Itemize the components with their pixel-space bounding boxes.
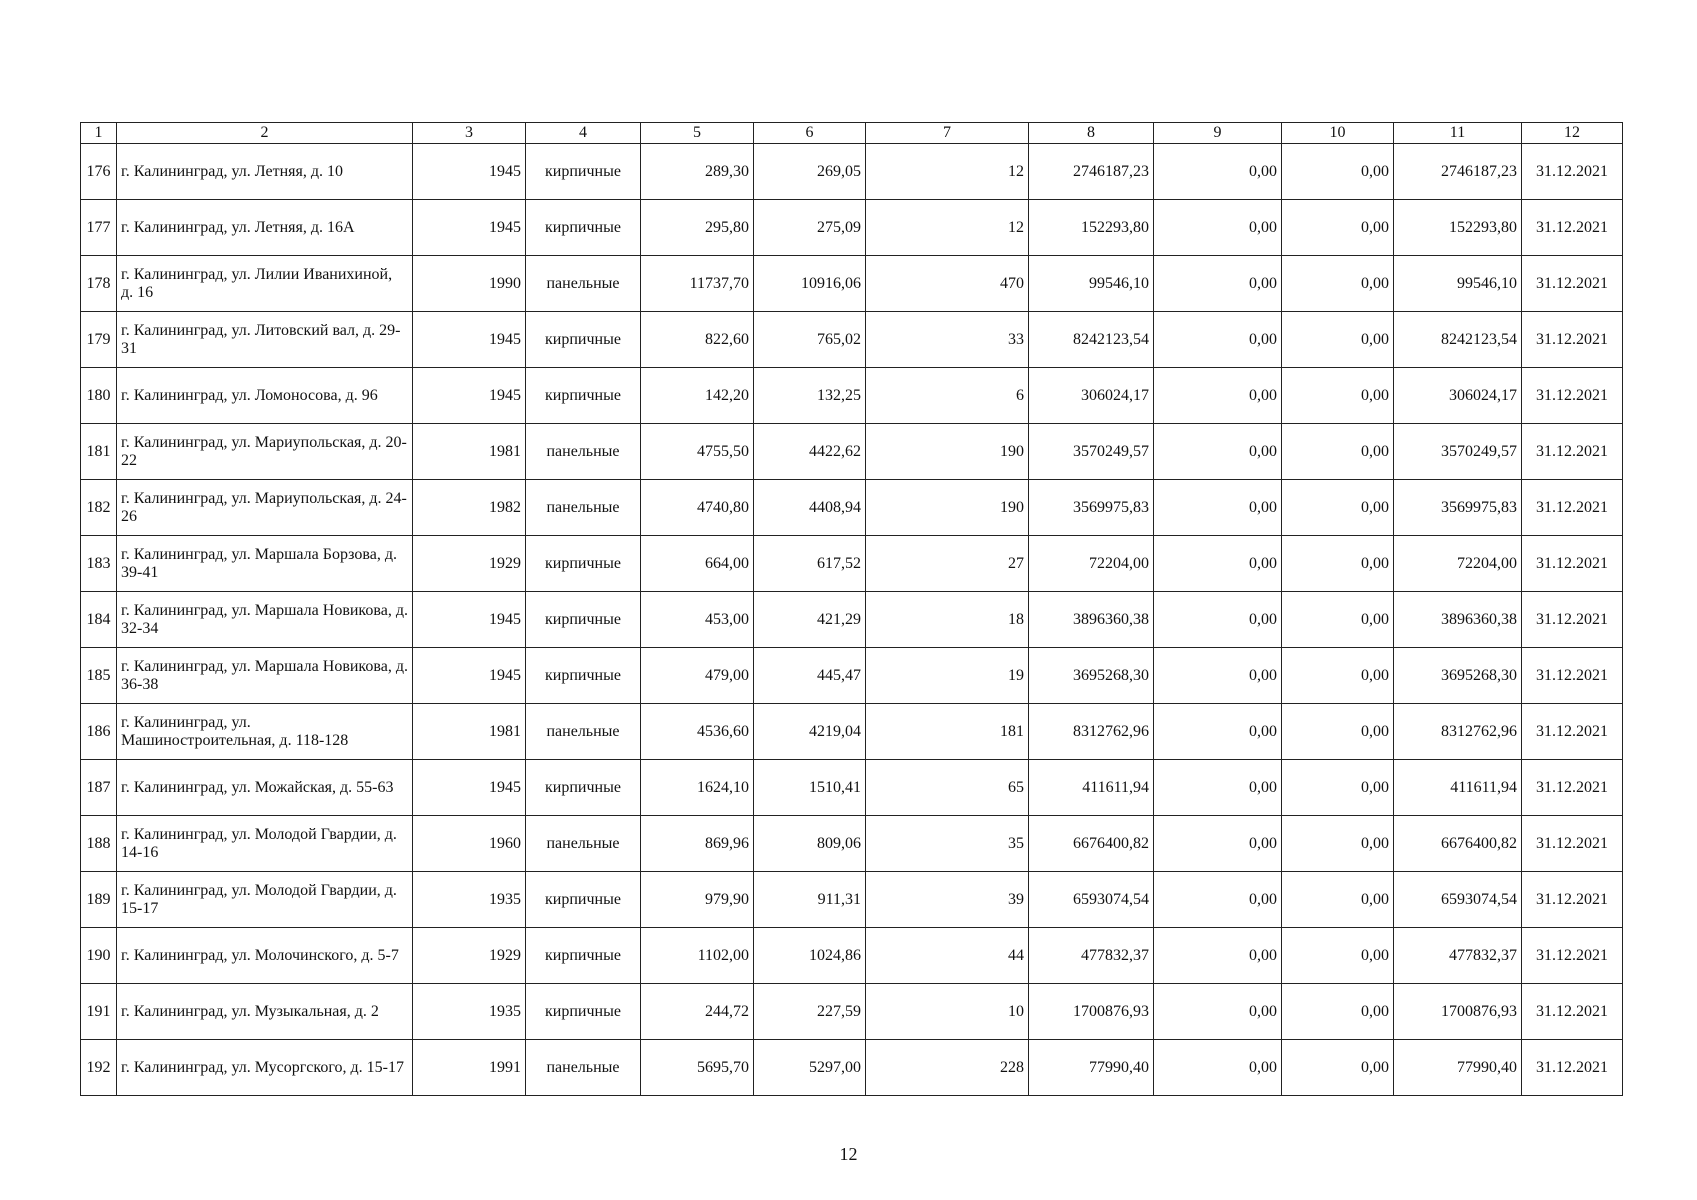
address-cell: г. Калининград, ул. Летняя, д. 10 [117,144,413,200]
deadline-cell: 31.12.2021 [1522,200,1623,256]
year-cell: 1945 [413,592,526,648]
total-area-cell: 1102,00 [641,928,754,984]
cost-cell-9: 0,00 [1154,928,1282,984]
total-area-cell: 295,80 [641,200,754,256]
cost-cell-9: 0,00 [1154,200,1282,256]
cost-cell-11: 3569975,83 [1394,480,1522,536]
deadline-cell: 31.12.2021 [1522,368,1623,424]
cost-cell-11: 152293,80 [1394,200,1522,256]
cost-cell-10: 0,00 [1282,648,1394,704]
total-area-cell: 4536,60 [641,704,754,760]
row-number: 176 [81,144,117,200]
wall-material-cell: панельные [526,480,641,536]
year-cell: 1945 [413,648,526,704]
deadline-cell: 31.12.2021 [1522,312,1623,368]
cost-cell-10: 0,00 [1282,592,1394,648]
column-header: 3 [413,123,526,144]
table-row [81,816,1623,872]
cost-cell-9: 0,00 [1154,424,1282,480]
cost-cell-9: 0,00 [1154,144,1282,200]
deadline-cell: 31.12.2021 [1522,424,1623,480]
total-cost-cell: 3896360,38 [1029,592,1154,648]
year-cell: 1982 [413,480,526,536]
living-area-cell: 445,47 [754,648,866,704]
total-cost-cell: 99546,10 [1029,256,1154,312]
row-number: 183 [81,536,117,592]
total-cost-cell: 3569975,83 [1029,480,1154,536]
address-cell: г. Калининград, ул. Лилии Иванихиной, д. 16 [117,256,413,312]
wall-material-cell: кирпичные [526,200,641,256]
table-row [81,984,1623,1040]
address-cell: г. Калининград, ул. Мариупольская, д. 20-22 [117,424,413,480]
year-cell: 1929 [413,928,526,984]
address-cell: г. Калининград, ул. Маршала Борзова, д. 39-41 [117,536,413,592]
residents-cell: 190 [866,424,1029,480]
residents-cell: 35 [866,816,1029,872]
cost-cell-11: 2746187,23 [1394,144,1522,200]
cost-cell-11: 99546,10 [1394,256,1522,312]
living-area-cell: 421,29 [754,592,866,648]
deadline-cell: 31.12.2021 [1522,760,1623,816]
row-number: 179 [81,312,117,368]
table-row [81,144,1623,200]
row-number: 186 [81,704,117,760]
residents-cell: 19 [866,648,1029,704]
deadline-cell: 31.12.2021 [1522,144,1623,200]
deadline-cell: 31.12.2021 [1522,704,1623,760]
cost-cell-10: 0,00 [1282,1040,1394,1096]
residents-cell: 18 [866,592,1029,648]
living-area-cell: 809,06 [754,816,866,872]
row-number: 192 [81,1040,117,1096]
living-area-cell: 5297,00 [754,1040,866,1096]
deadline-cell: 31.12.2021 [1522,816,1623,872]
cost-cell-9: 0,00 [1154,256,1282,312]
wall-material-cell: панельные [526,704,641,760]
total-area-cell: 453,00 [641,592,754,648]
cost-cell-10: 0,00 [1282,704,1394,760]
cost-cell-11: 411611,94 [1394,760,1522,816]
cost-cell-10: 0,00 [1282,760,1394,816]
total-area-cell: 4740,80 [641,480,754,536]
residents-cell: 6 [866,368,1029,424]
cost-cell-10: 0,00 [1282,368,1394,424]
wall-material-cell: панельные [526,256,641,312]
row-number: 182 [81,480,117,536]
total-area-cell: 142,20 [641,368,754,424]
column-header: 1 [81,123,117,144]
deadline-cell: 31.12.2021 [1522,872,1623,928]
table-row [81,312,1623,368]
cost-cell-11: 8242123,54 [1394,312,1522,368]
table-row [81,760,1623,816]
cost-cell-10: 0,00 [1282,480,1394,536]
cost-cell-9: 0,00 [1154,312,1282,368]
living-area-cell: 617,52 [754,536,866,592]
residents-cell: 12 [866,144,1029,200]
deadline-cell: 31.12.2021 [1522,592,1623,648]
total-cost-cell: 77990,40 [1029,1040,1154,1096]
deadline-cell: 31.12.2021 [1522,984,1623,1040]
living-area-cell: 4408,94 [754,480,866,536]
deadline-cell: 31.12.2021 [1522,928,1623,984]
row-number: 178 [81,256,117,312]
deadline-cell: 31.12.2021 [1522,256,1623,312]
column-header: 11 [1394,123,1522,144]
page-number: 12 [839,1144,858,1164]
wall-material-cell: кирпичные [526,648,641,704]
total-cost-cell: 1700876,93 [1029,984,1154,1040]
table-row [81,424,1623,480]
year-cell: 1935 [413,984,526,1040]
wall-material-cell: кирпичные [526,312,641,368]
year-cell: 1960 [413,816,526,872]
row-number: 191 [81,984,117,1040]
column-header: 8 [1029,123,1154,144]
living-area-cell: 911,31 [754,872,866,928]
total-cost-cell: 2746187,23 [1029,144,1154,200]
row-number: 188 [81,816,117,872]
cost-cell-11: 1700876,93 [1394,984,1522,1040]
residents-cell: 190 [866,480,1029,536]
cost-cell-9: 0,00 [1154,816,1282,872]
total-cost-cell: 8312762,96 [1029,704,1154,760]
total-area-cell: 479,00 [641,648,754,704]
address-cell: г. Калининград, ул. Молодой Гвардии, д. 14-16 [117,816,413,872]
housing-registry-table [80,122,1623,1096]
residents-cell: 39 [866,872,1029,928]
row-number: 180 [81,368,117,424]
wall-material-cell: кирпичные [526,368,641,424]
total-area-cell: 5695,70 [641,1040,754,1096]
residents-cell: 65 [866,760,1029,816]
cost-cell-10: 0,00 [1282,200,1394,256]
address-cell: г. Калининград, ул. Маршала Новикова, д. 32-34 [117,592,413,648]
wall-material-cell: кирпичные [526,536,641,592]
table-row [81,368,1623,424]
wall-material-cell: кирпичные [526,984,641,1040]
table-row [81,536,1623,592]
deadline-cell: 31.12.2021 [1522,480,1623,536]
row-number: 190 [81,928,117,984]
column-header: 4 [526,123,641,144]
residents-cell: 12 [866,200,1029,256]
year-cell: 1981 [413,704,526,760]
residents-cell: 10 [866,984,1029,1040]
row-number: 189 [81,872,117,928]
deadline-cell: 31.12.2021 [1522,648,1623,704]
table-row [81,648,1623,704]
total-area-cell: 1624,10 [641,760,754,816]
cost-cell-11: 3570249,57 [1394,424,1522,480]
year-cell: 1990 [413,256,526,312]
table-row [81,480,1623,536]
wall-material-cell: кирпичные [526,928,641,984]
address-cell: г. Калининград, ул. Маршала Новикова, д. 36-38 [117,648,413,704]
cost-cell-9: 0,00 [1154,480,1282,536]
residents-cell: 181 [866,704,1029,760]
total-area-cell: 869,96 [641,816,754,872]
total-cost-cell: 3570249,57 [1029,424,1154,480]
cost-cell-11: 306024,17 [1394,368,1522,424]
total-cost-cell: 411611,94 [1029,760,1154,816]
column-header: 7 [866,123,1029,144]
deadline-cell: 31.12.2021 [1522,536,1623,592]
living-area-cell: 10916,06 [754,256,866,312]
table-row [81,1040,1623,1096]
address-cell: г. Калининград, ул. Молочинского, д. 5-7 [117,928,413,984]
residents-cell: 33 [866,312,1029,368]
total-area-cell: 4755,50 [641,424,754,480]
address-cell: г. Калининград, ул. Музыкальная, д. 2 [117,984,413,1040]
header-row [81,123,1623,144]
cost-cell-11: 6593074,54 [1394,872,1522,928]
total-cost-cell: 6676400,82 [1029,816,1154,872]
wall-material-cell: панельные [526,1040,641,1096]
cost-cell-9: 0,00 [1154,1040,1282,1096]
cost-cell-9: 0,00 [1154,704,1282,760]
cost-cell-9: 0,00 [1154,368,1282,424]
wall-material-cell: кирпичные [526,144,641,200]
cost-cell-9: 0,00 [1154,872,1282,928]
row-number: 177 [81,200,117,256]
residents-cell: 470 [866,256,1029,312]
total-cost-cell: 477832,37 [1029,928,1154,984]
year-cell: 1991 [413,1040,526,1096]
cost-cell-9: 0,00 [1154,592,1282,648]
year-cell: 1945 [413,368,526,424]
cost-cell-10: 0,00 [1282,536,1394,592]
row-number: 181 [81,424,117,480]
cost-cell-10: 0,00 [1282,984,1394,1040]
wall-material-cell: кирпичные [526,760,641,816]
living-area-cell: 227,59 [754,984,866,1040]
total-cost-cell: 152293,80 [1029,200,1154,256]
cost-cell-9: 0,00 [1154,984,1282,1040]
cost-cell-10: 0,00 [1282,144,1394,200]
total-area-cell: 289,30 [641,144,754,200]
living-area-cell: 269,05 [754,144,866,200]
total-area-cell: 11737,70 [641,256,754,312]
column-header: 12 [1522,123,1623,144]
living-area-cell: 275,09 [754,200,866,256]
row-number: 187 [81,760,117,816]
cost-cell-11: 72204,00 [1394,536,1522,592]
table-row [81,928,1623,984]
residents-cell: 27 [866,536,1029,592]
table-row [81,592,1623,648]
cost-cell-11: 8312762,96 [1394,704,1522,760]
living-area-cell: 1510,41 [754,760,866,816]
column-header: 6 [754,123,866,144]
cost-cell-10: 0,00 [1282,256,1394,312]
table-row [81,872,1623,928]
wall-material-cell: панельные [526,424,641,480]
table-row [81,704,1623,760]
cost-cell-11: 3695268,30 [1394,648,1522,704]
wall-material-cell: кирпичные [526,872,641,928]
column-header: 9 [1154,123,1282,144]
year-cell: 1945 [413,760,526,816]
total-area-cell: 664,00 [641,536,754,592]
living-area-cell: 765,02 [754,312,866,368]
address-cell: г. Калининград, ул. Мусоргского, д. 15-17 [117,1040,413,1096]
column-header: 5 [641,123,754,144]
total-area-cell: 822,60 [641,312,754,368]
living-area-cell: 4422,62 [754,424,866,480]
living-area-cell: 132,25 [754,368,866,424]
cost-cell-11: 477832,37 [1394,928,1522,984]
total-cost-cell: 8242123,54 [1029,312,1154,368]
cost-cell-10: 0,00 [1282,816,1394,872]
wall-material-cell: панельные [526,816,641,872]
cost-cell-9: 0,00 [1154,536,1282,592]
cost-cell-10: 0,00 [1282,424,1394,480]
address-cell: г. Калининград, ул. Литовский вал, д. 29-31 [117,312,413,368]
year-cell: 1981 [413,424,526,480]
year-cell: 1945 [413,144,526,200]
row-number: 184 [81,592,117,648]
cost-cell-10: 0,00 [1282,872,1394,928]
total-cost-cell: 306024,17 [1029,368,1154,424]
cost-cell-10: 0,00 [1282,928,1394,984]
total-area-cell: 244,72 [641,984,754,1040]
cost-cell-11: 77990,40 [1394,1040,1522,1096]
total-area-cell: 979,90 [641,872,754,928]
cost-cell-9: 0,00 [1154,760,1282,816]
year-cell: 1935 [413,872,526,928]
table-row [81,256,1623,312]
column-header: 10 [1282,123,1394,144]
address-cell: г. Калининград, ул. Ломоносова, д. 96 [117,368,413,424]
cost-cell-11: 3896360,38 [1394,592,1522,648]
cost-cell-11: 6676400,82 [1394,816,1522,872]
living-area-cell: 4219,04 [754,704,866,760]
address-cell: г. Калининград, ул. Мариупольская, д. 24-26 [117,480,413,536]
total-cost-cell: 3695268,30 [1029,648,1154,704]
living-area-cell: 1024,86 [754,928,866,984]
table-row [81,200,1623,256]
address-cell: г. Калининград, ул. Молодой Гвардии, д. 15-17 [117,872,413,928]
residents-cell: 44 [866,928,1029,984]
year-cell: 1945 [413,312,526,368]
column-header: 2 [117,123,413,144]
total-cost-cell: 72204,00 [1029,536,1154,592]
address-cell: г. Калининград, ул. Можайская, д. 55-63 [117,760,413,816]
total-cost-cell: 6593074,54 [1029,872,1154,928]
address-cell: г. Калининград, ул. Машиностроительная, д. 118-128 [117,704,413,760]
cost-cell-10: 0,00 [1282,312,1394,368]
row-number: 185 [81,648,117,704]
year-cell: 1929 [413,536,526,592]
table-body [81,144,1623,1096]
year-cell: 1945 [413,200,526,256]
cost-cell-9: 0,00 [1154,648,1282,704]
wall-material-cell: кирпичные [526,592,641,648]
residents-cell: 228 [866,1040,1029,1096]
deadline-cell: 31.12.2021 [1522,1040,1623,1096]
address-cell: г. Калининград, ул. Летняя, д. 16А [117,200,413,256]
